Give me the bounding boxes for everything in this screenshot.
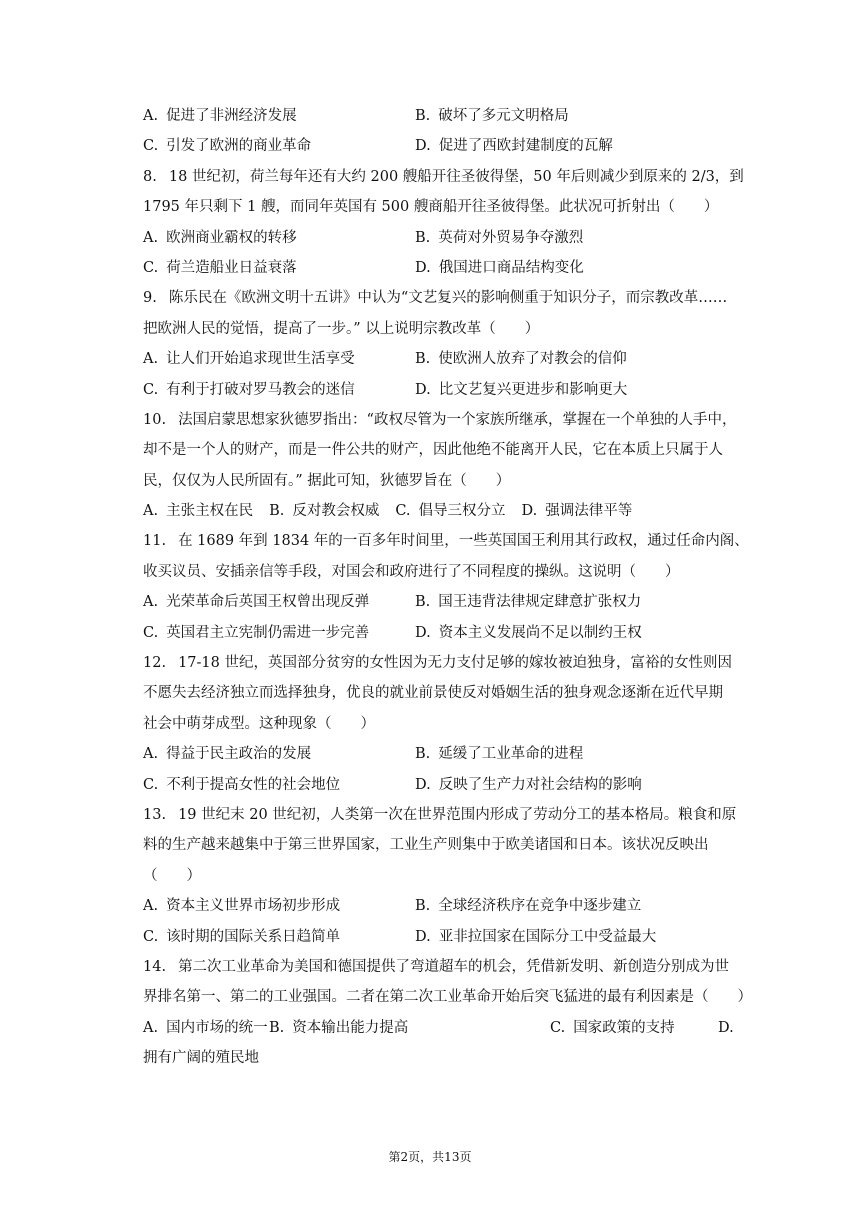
question-8-number: 8. — [143, 168, 157, 185]
question-13-line-3: （ ） — [143, 867, 201, 884]
question-10-option-a: A. 主张主权在民 — [143, 503, 254, 520]
question-14-option-a: A. 国内市场的统一 — [143, 1019, 268, 1036]
question-10-line-1: 10. 法国启蒙思想家狄德罗指出：“政权尽管为一个家族所继承，掌握在一个单独的人手中， — [143, 411, 737, 428]
question-13-options-row-1 — [143, 891, 753, 921]
question-8-option-d: D. 俄国进口商品结构变化 — [415, 259, 584, 276]
question-11-options-row-1 — [143, 587, 753, 617]
page-footer: 第2页，共13页 — [388, 1150, 472, 1164]
question-14-option-d-label: D. — [718, 1019, 734, 1036]
question-10 — [143, 405, 753, 527]
question-11-line-2: 收买议员、安插亲信等手段，对国会和政府进行了不同程度的操纵。这说明（ ） — [143, 563, 680, 580]
question-14-number: 14. — [143, 958, 167, 975]
question-8-line-2: 1795 年只剩下 1 艘，而同年英国有 500 艘商船开往圣彼得堡。此状况可折射出（ ） — [143, 199, 719, 216]
question-11-option-a: A. 光荣革命后英国王权曾出现反弹 — [143, 594, 370, 611]
question-13-option-a: A. 资本主义世界市场初步形成 — [143, 898, 341, 915]
question-13-line-1: 13. 19 世纪末 20 世纪初，人类第一次在世界范围内形成了劳动分工的基本格局。粮食和原 — [143, 806, 737, 823]
q7-options-row-1 — [143, 101, 753, 131]
question-14-line-2: 界排名第一、第二的工业强国。二者在第二次工业革命开始后突飞猛进的最有利因素是（ ） — [143, 989, 752, 1006]
q7-option-b: B. 破坏了多元文明格局 — [415, 108, 569, 124]
q7-options-row-2 — [143, 131, 753, 161]
question-8-option-c: C. 荷兰造船业日益衰落 — [143, 259, 297, 276]
question-13-option-d: D. 亚非拉国家在国际分工中受益最大 — [415, 928, 657, 945]
question-8-options-row-1 — [143, 223, 753, 253]
question-14-options-row-1 — [143, 1013, 753, 1043]
question-8-option-a: A. 欧洲商业霸权的转移 — [143, 229, 297, 246]
question-12-option-a: A. 得益于民主政治的发展 — [143, 746, 312, 763]
question-11-option-b: B. 国王违背法律规定肆意扩张权力 — [415, 594, 642, 611]
question-14 — [143, 952, 753, 1074]
question-12-line-3: 社会中萌芽成型。这种现象（ ） — [143, 715, 375, 732]
question-10-option-d: D. 强调法律平等 — [521, 503, 633, 520]
question-8-options-row-2 — [143, 253, 753, 283]
question-10-option-b: B. 反对教会权威 — [269, 503, 380, 520]
question-14-line-1: 14. 第二次工业革命为美国和德国提供了弯道超车的机会，凭借新发明、新创造分别成为世 — [143, 958, 730, 975]
question-13-options-row-2 — [143, 922, 753, 952]
question-9-line-1: 9. 陈乐民在《欧洲文明十五讲》中认为“文艺复兴的影响侧重于知识分子，而宗教改革…… — [143, 290, 728, 307]
question-9-option-d: D. 比文艺复兴更进步和影响更大 — [415, 381, 628, 398]
question-10-option-c: C. 倡导三权分立 — [395, 503, 506, 520]
question-12-options-row-1 — [143, 739, 753, 769]
q7-option-c: C. 引发了欧洲的商业革命 — [143, 138, 312, 155]
question-9-options-row-1 — [143, 344, 753, 374]
question-11-line-1: 11. 在 1689 年到 1834 年的一百多年时间里，一些英国国王利用其行政权，通过任命内阁、 — [143, 533, 749, 550]
question-8-option-b: B. 英荷对外贸易争夺激烈 — [415, 229, 584, 246]
question-12-number: 12. — [143, 655, 167, 672]
question-11-option-d: D. 资本主义发展尚不足以制约王权 — [415, 624, 642, 641]
question-13-option-c: C. 该时期的国际关系日趋简单 — [143, 928, 341, 945]
question-12 — [143, 648, 753, 800]
question-8-line-1: 8. 18 世纪初，荷兰每年还有大约 200 艘船开往圣彼得堡，50 年后则减少到原来的 2/3，到 — [143, 168, 744, 185]
question-14-option-d-text: 拥有广阔的殖民地 — [143, 1050, 259, 1067]
question-11 — [143, 526, 753, 648]
question-8 — [143, 162, 753, 284]
question-13 — [143, 800, 753, 952]
question-9-option-a: A. 让人们开始追求现世生活享受 — [143, 351, 355, 368]
question-12-option-c: C. 不利于提高女性的社会地位 — [143, 776, 341, 793]
question-14-option-c: C. 国家政策的支持 — [550, 1019, 675, 1036]
question-10-line-2: 却不是一个人的财产，而是一件公共的财产，因此他绝不能离开人民，它在本质上只属于人 — [143, 442, 723, 459]
q7-option-a: A. 促进了非洲经济发展 — [143, 108, 297, 124]
question-12-line-1: 12. 17-18 世纪，英国部分贫穷的女性因为无力支付足够的嫁妆被迫独身，富裕的女性则因 — [143, 655, 732, 672]
question-12-option-d: D. 反映了生产力对社会结构的影响 — [415, 776, 642, 793]
q7-option-d: D. 促进了西欧封建制度的瓦解 — [415, 138, 613, 155]
question-13-line-2: 料的生产越来越集中于第三世界国家，工业生产则集中于欧美诸国和日本。该状况反映出 — [143, 837, 709, 854]
question-11-options-row-2 — [143, 618, 753, 648]
question-11-option-c: C. 英国君主立宪制仍需进一步完善 — [143, 624, 370, 641]
question-9-options-row-2 — [143, 375, 753, 405]
exam-content — [143, 101, 753, 1074]
question-12-options-row-2 — [143, 770, 753, 800]
question-9-option-b: B. 使欧洲人放弃了对教会的信仰 — [415, 351, 627, 368]
question-14-option-b: B. 资本输出能力提高 — [269, 1019, 409, 1036]
question-9-option-c: C. 有利于打破对罗马教会的迷信 — [143, 381, 355, 398]
question-9 — [143, 283, 753, 405]
question-10-number: 10. — [143, 411, 167, 428]
question-10-options-row — [143, 496, 753, 526]
question-13-number: 13. — [143, 806, 167, 823]
question-12-option-b: B. 延缓了工业革命的进程 — [415, 746, 584, 763]
question-13-option-b: B. 全球经济秩序在竞争中逐步建立 — [415, 898, 642, 915]
question-11-number: 11. — [143, 533, 167, 550]
question-10-line-3: 民，仅仅为人民所固有。” 据此可知，狄德罗旨在（ ） — [143, 472, 511, 489]
question-9-number: 9. — [143, 290, 157, 307]
question-12-line-2: 不愿失去经济独立而选择独身，优良的就业前景使反对婚姻生活的独身观念逐渐在近代早期 — [143, 685, 723, 702]
question-9-line-2: 把欧洲人民的觉悟，提高了一步。” 以上说明宗教改革（ ） — [143, 320, 540, 337]
